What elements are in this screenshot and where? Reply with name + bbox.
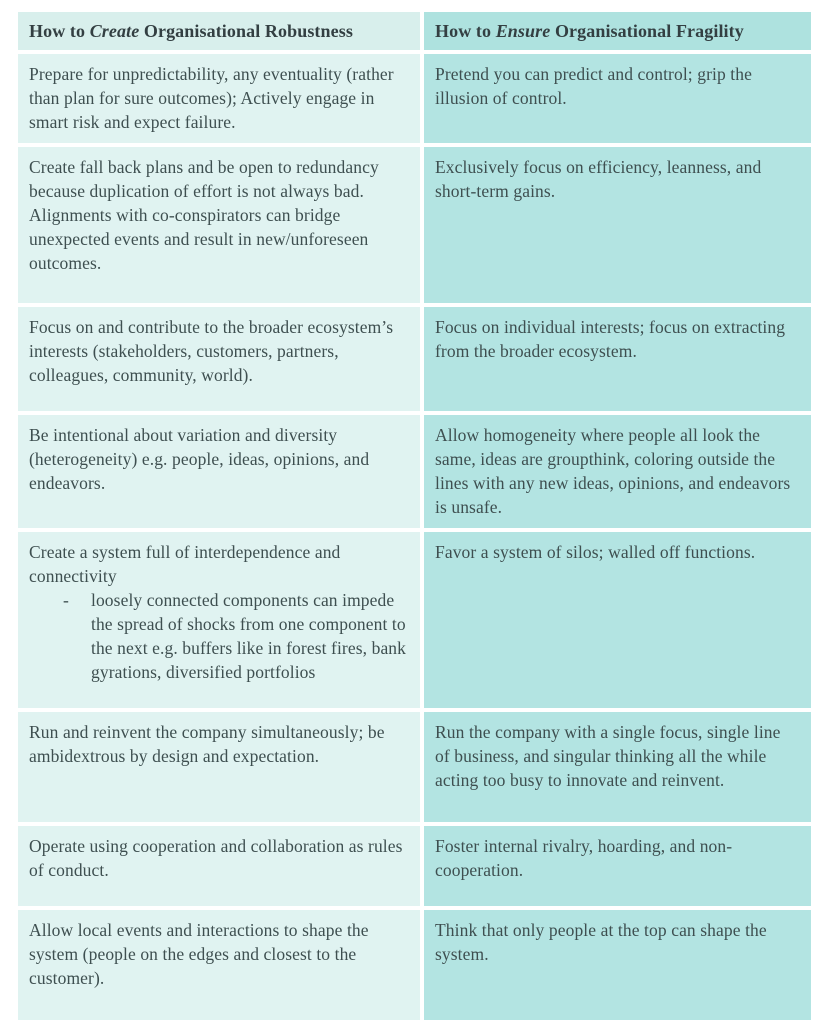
cell-text: Create a system full of interdependence and connectivity xyxy=(29,542,341,586)
cell-fragility-7 xyxy=(424,826,811,906)
cell-fragility-8 xyxy=(424,910,811,1020)
cell-robustness-5 xyxy=(18,532,420,708)
cell-robustness-3 xyxy=(18,307,420,411)
cell-fragility-2 xyxy=(424,147,811,303)
cell-robustness-2 xyxy=(18,147,420,303)
header-prefix: How to xyxy=(29,21,90,41)
cell-fragility-6 xyxy=(424,712,811,822)
cell-text: Pretend you can predict and control; grip the illusion of control. xyxy=(435,64,752,108)
cell-robustness-7 xyxy=(18,826,420,906)
cell-robustness-8 xyxy=(18,910,420,1020)
cell-text: Prepare for unpredictability, any eventuality (rather than plan for sure outcomes); Actively engage in smart risk and expect failure. xyxy=(29,64,394,132)
header-prefix: How to xyxy=(435,21,496,41)
header-emphasis: Ensure xyxy=(495,21,551,41)
cell-text: Think that only people at the top can shape the system. xyxy=(435,920,767,964)
cell-robustness-4 xyxy=(18,415,420,528)
cell-text: Allow homogeneity where people all look the same, ideas are groupthink, coloring outside the lines with any new ideas, opinions, and endeavors is unsafe. xyxy=(435,425,791,517)
cell-text: Foster internal rivalry, hoarding, and non-cooperation. xyxy=(435,836,733,880)
cell-text: Allow local events and interactions to shape the system (people on the edges and closest to the customer). xyxy=(29,920,369,988)
cell-text: Operate using cooperation and collaboration as rules of conduct. xyxy=(29,836,403,880)
header-cell-robustness xyxy=(18,12,420,50)
dash-marker: - xyxy=(63,590,69,610)
cell-robustness-6 xyxy=(18,712,420,822)
cell-text: Focus on individual interests; focus on extracting from the broader ecosystem. xyxy=(435,317,786,361)
cell-robustness-1 xyxy=(18,54,420,143)
cell-fragility-5 xyxy=(424,532,811,708)
cell-text: Run the company with a single focus, single line of business, and singular thinking all the while acting too busy to innovate and reinvent. xyxy=(435,722,781,790)
header-emphasis: Create xyxy=(89,21,140,41)
cell-text: Favor a system of silos; walled off functions. xyxy=(435,542,756,562)
header-cell-fragility xyxy=(424,12,811,50)
cell-text: Create fall back plans and be open to redundancy because duplication of effort is not always bad. Alignments with co-conspirators can bridge unexpected events and result in new/unforeseen outcomes. xyxy=(29,157,379,273)
header-suffix: Organisational Fragility xyxy=(550,21,744,41)
comparison-table xyxy=(18,12,811,1020)
header-suffix: Organisational Robustness xyxy=(139,21,353,41)
dash-item-text: loosely connected components can impede the spread of shocks from one component to the next e.g. buffers like in forest fires, bank gyrations, diversified portfolios xyxy=(91,590,407,682)
cell-text: Focus on and contribute to the broader ecosystem’s interests (stakeholders, customers, partners, colleagues, community, world). xyxy=(29,317,394,385)
cell-text: Exclusively focus on efficiency, leanness, and short-term gains. xyxy=(435,157,762,201)
cell-fragility-4 xyxy=(424,415,811,528)
cell-fragility-3 xyxy=(424,307,811,411)
dash-list-item xyxy=(63,588,408,684)
cell-text: Run and reinvent the company simultaneously; be ambidextrous by design and expectation. xyxy=(29,722,385,766)
cell-text: Be intentional about variation and diversity (heterogeneity) e.g. people, ideas, opinions, and endeavors. xyxy=(29,425,370,493)
cell-fragility-1 xyxy=(424,54,811,143)
